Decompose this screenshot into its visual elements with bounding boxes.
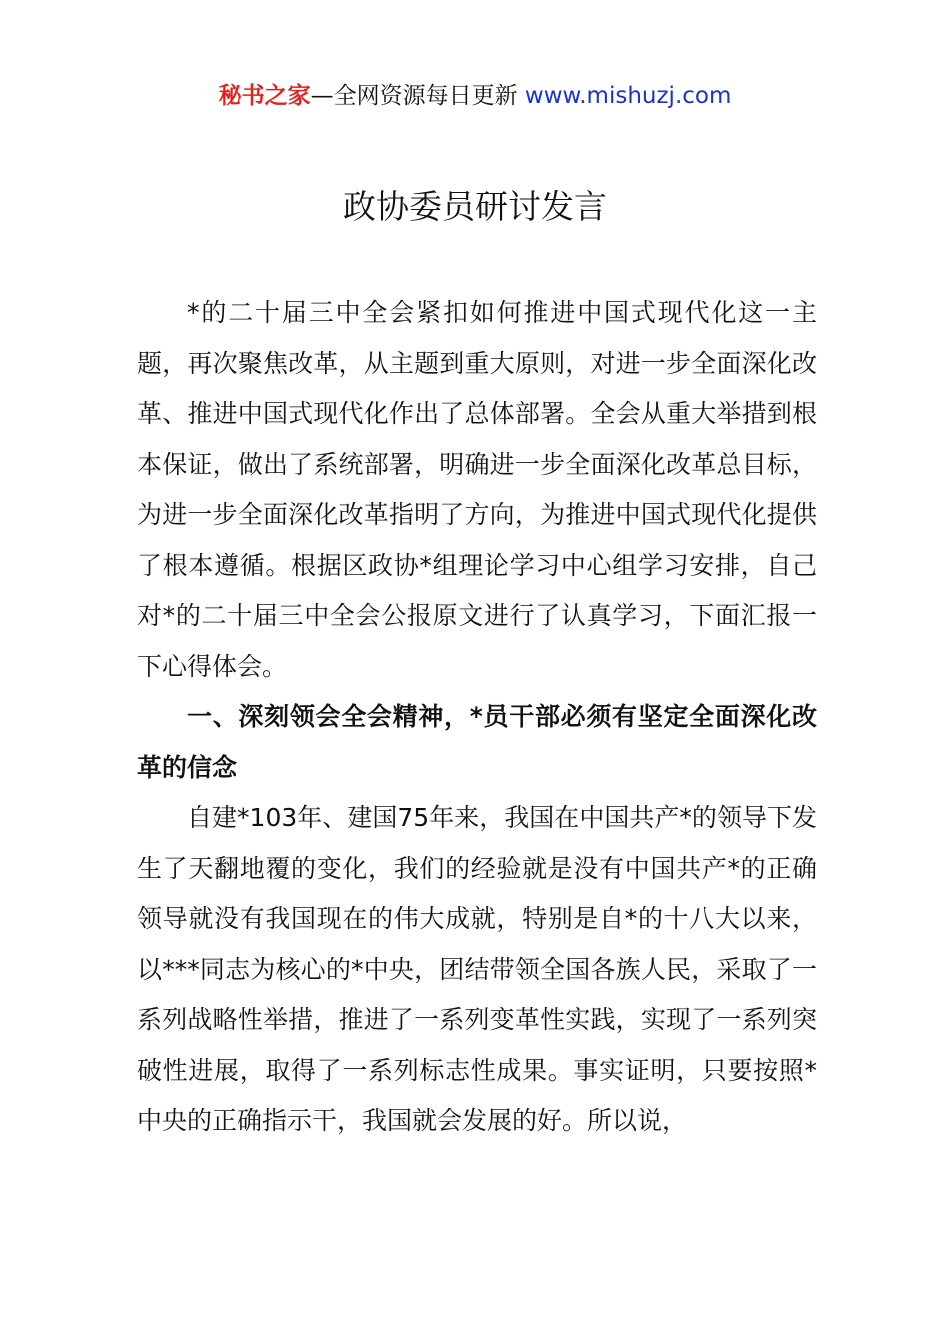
site-brand: 秘书之家 <box>218 83 311 109</box>
site-url-link[interactable]: www.mishuzj.com <box>524 83 732 109</box>
site-header <box>0 80 950 112</box>
document-title: 政协委员研讨发言 <box>343 187 607 226</box>
document-body <box>137 288 817 1147</box>
section-heading: 一、深刻领会全会精神，*员干部必须有坚定全面深化改革的信念 <box>137 702 817 782</box>
section-paragraph: 自建*103年、建国75年来，我国在中国共产*的领导下发生了天翻地覆的变化，我们的经验就是没有中国共产*的正确领导就没有我国现在的伟大成就，特别是自*的十八大以来，以***同志为核心的*中央，团结带领全国各族人民，采取了一系列战略性举措，推进了一系列变革性实践，实现了一系列突破性进展，取得了一系列标志性成果。事实证明，只要按照*中央的正确指示干，我国就会发展的好。所以说， <box>137 803 817 1135</box>
site-tagline: —全网资源每日更新 <box>310 83 525 109</box>
intro-paragraph: *的二十届三中全会紧扣如何推进中国式现代化这一主题，再次聚焦改革，从主题到重大原则，对进一步全面深化改革、推进中国式现代化作出了总体部署。全会从重大举措到根本保证，做出了系统部署，明确进一步全面深化改革总目标，为进一步全面深化改革指明了方向，为推进中国式现代化提供了根本遵循。根据区政协*组理论学习中心组学习安排，自己对*的二十届三中全会公报原文进行了认真学习，下面汇报一下心得体会。 <box>137 298 817 681</box>
